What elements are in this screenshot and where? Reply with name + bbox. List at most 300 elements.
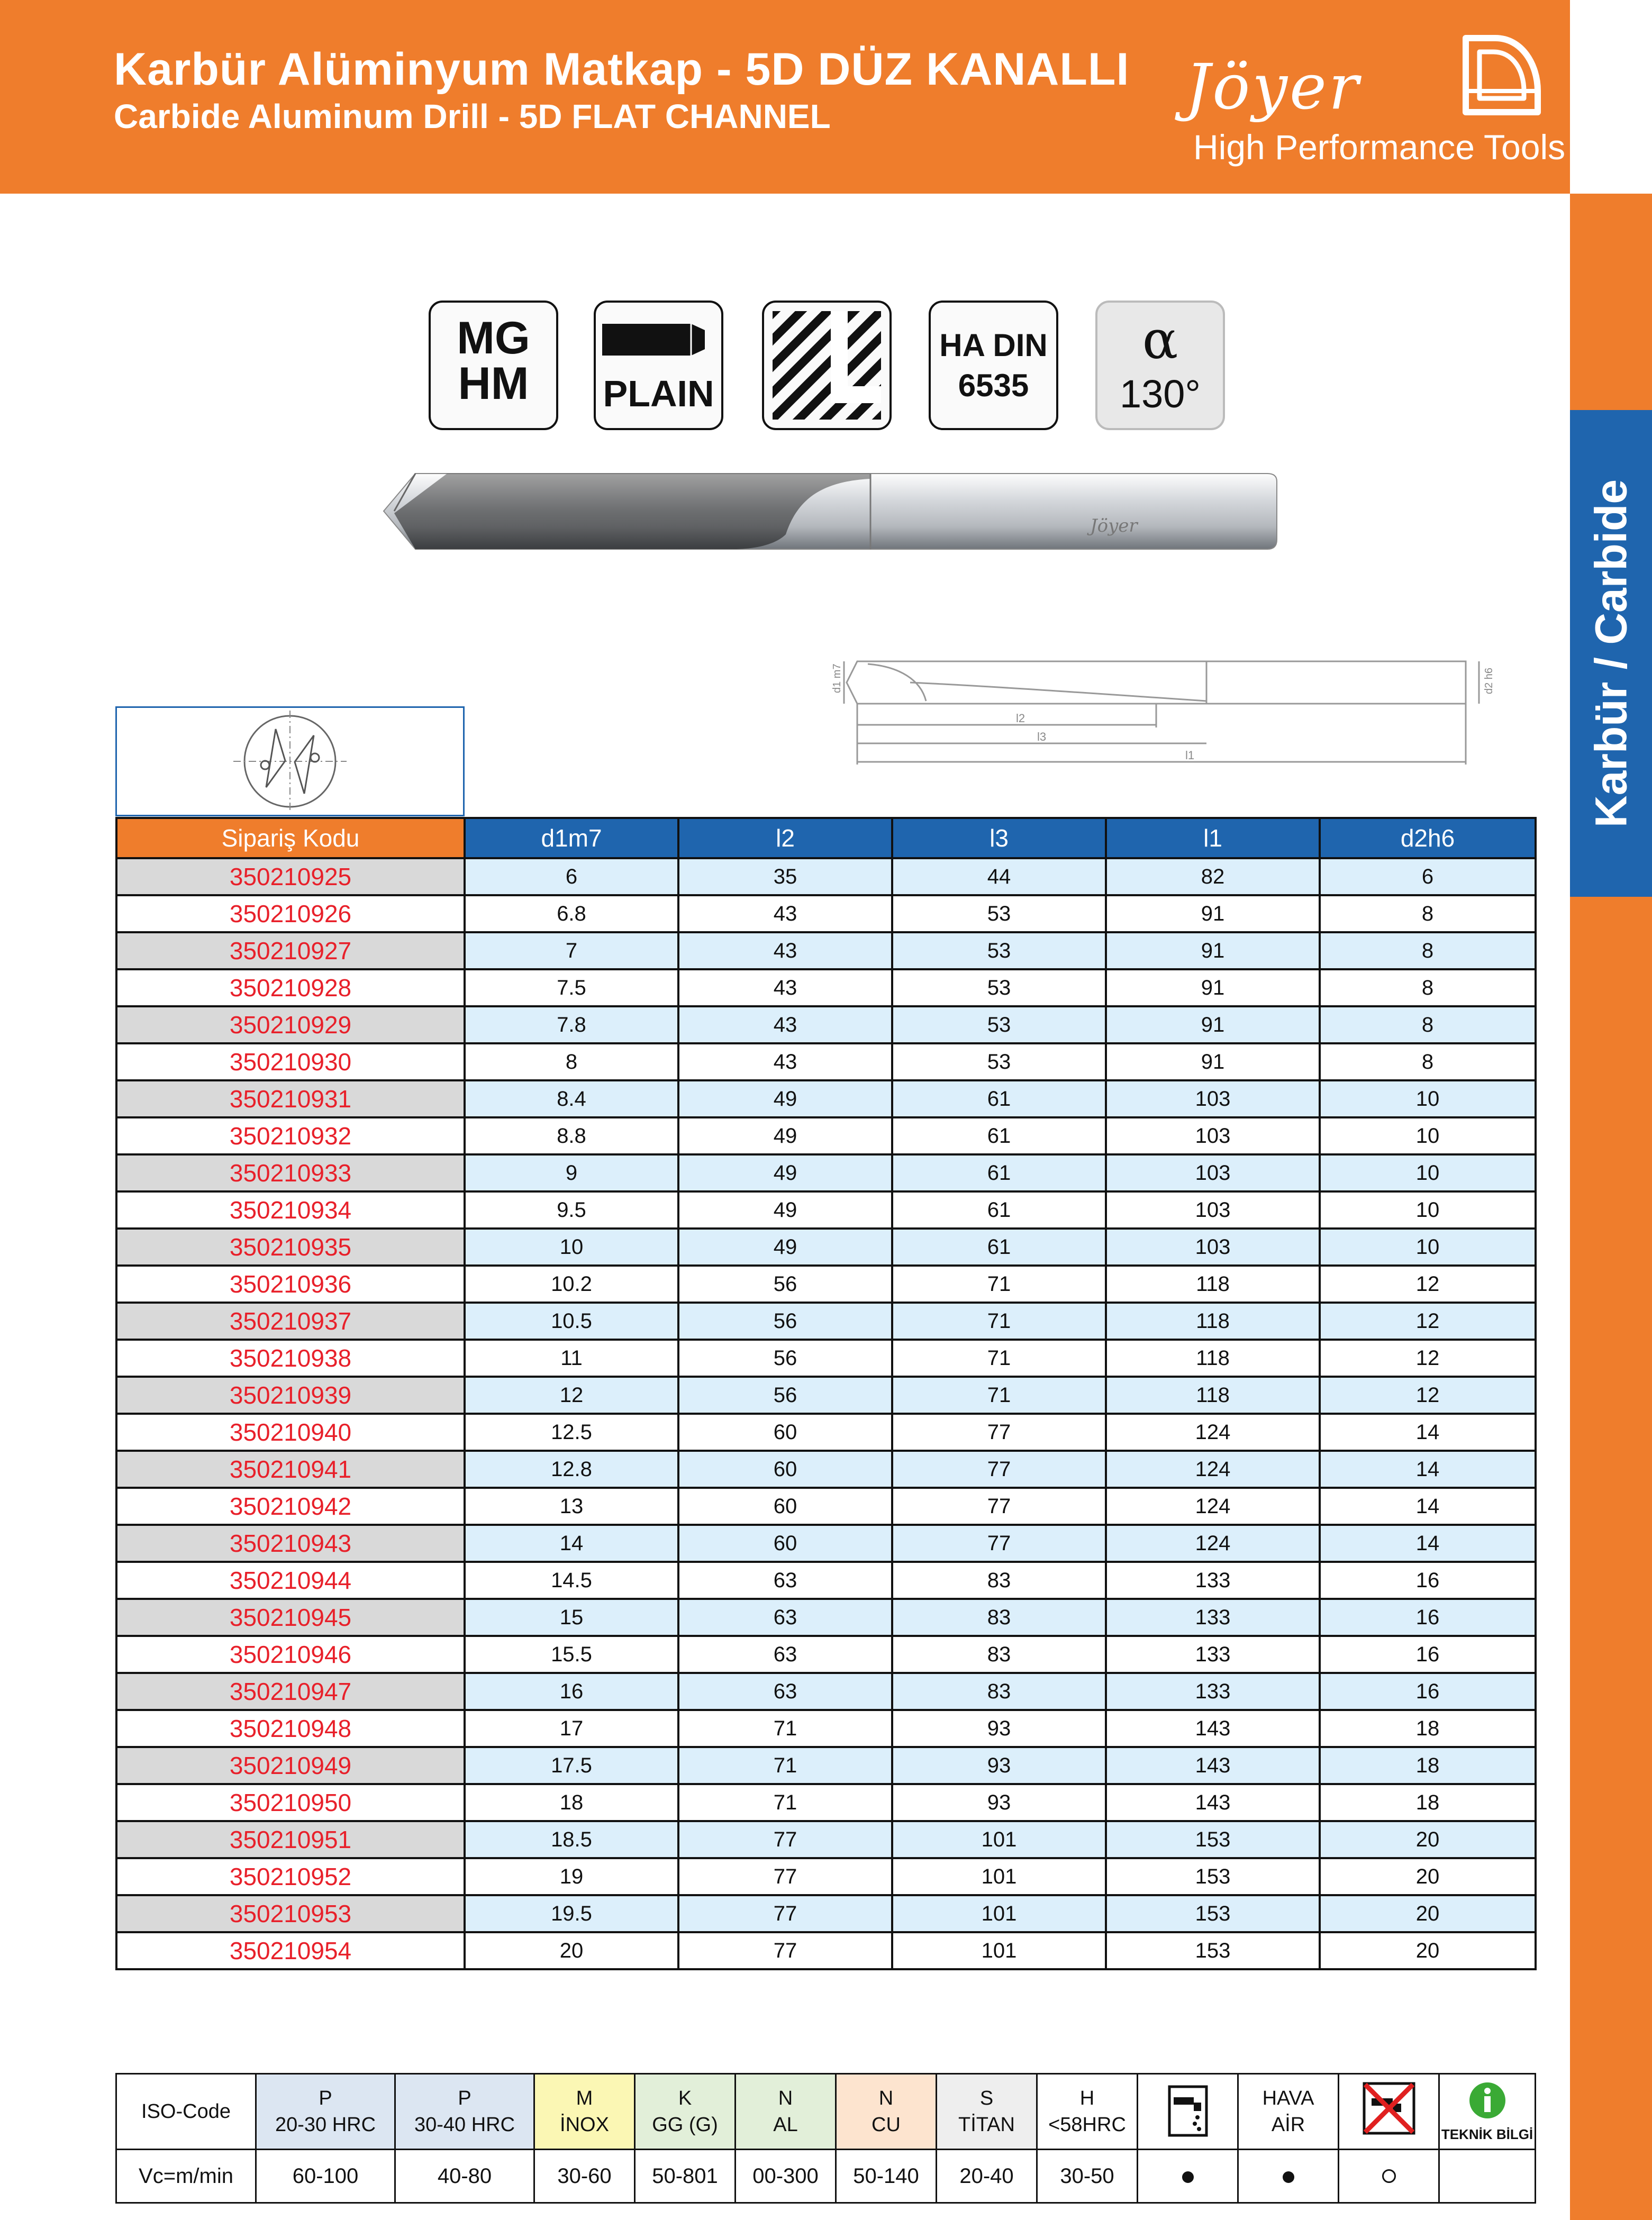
- coolant-value: [1138, 2150, 1238, 2203]
- d1m7-cell: 13: [465, 1488, 678, 1525]
- header-l3: l3: [892, 818, 1106, 858]
- order-code-cell: 350210948: [116, 1710, 465, 1747]
- order-code-cell: 350210954: [116, 1932, 465, 1969]
- l2-cell: 63: [678, 1599, 892, 1636]
- d2h6-cell: 20: [1320, 1895, 1536, 1932]
- l2-cell: 43: [678, 1043, 892, 1080]
- no-coolant-icon: [1360, 2079, 1418, 2137]
- l2-cell: 49: [678, 1154, 892, 1191]
- iso-group-letter: M: [576, 2087, 593, 2109]
- header-bar: [0, 0, 1570, 194]
- l3-cell: 53: [892, 1006, 1106, 1043]
- iso-group-sub: CU: [872, 2114, 901, 2136]
- cross-section-box: [115, 706, 465, 816]
- l1-cell: 103: [1106, 1229, 1320, 1266]
- l1-cell: 143: [1106, 1784, 1320, 1821]
- d1m7-cell: 7: [465, 932, 678, 969]
- info-value: [1439, 2150, 1536, 2203]
- info-cell[interactable]: [1439, 2074, 1536, 2150]
- order-code-cell: 350210925: [116, 858, 465, 895]
- plain-label: PLAIN: [603, 373, 714, 414]
- order-code-cell: 350210929: [116, 1006, 465, 1043]
- brand-d-icon: [1458, 33, 1543, 117]
- l1-cell: 133: [1106, 1636, 1320, 1673]
- empty-circle-icon: [1382, 2169, 1396, 2183]
- l3-cell: 61: [892, 1229, 1106, 1266]
- l2-cell: 71: [678, 1784, 892, 1821]
- header-d2h6: d2h6: [1320, 818, 1536, 858]
- iso-group-letter: K: [678, 2087, 692, 2109]
- d2h6-cell: 18: [1320, 1784, 1536, 1821]
- l2-cell: 63: [678, 1673, 892, 1710]
- l3-cell: 101: [892, 1895, 1106, 1932]
- l3-cell: 61: [892, 1154, 1106, 1191]
- header-d1m7: d1m7: [465, 818, 678, 858]
- iso-group-sub: 30-40 HRC: [414, 2114, 515, 2136]
- air-value: [1238, 2150, 1339, 2203]
- mg-label: MG: [457, 313, 530, 363]
- table-row: [116, 969, 1536, 1006]
- d1m7-cell: 6: [465, 858, 678, 895]
- l2-cell: 77: [678, 1932, 892, 1969]
- l3-cell: 53: [892, 932, 1106, 969]
- l3-label: l3: [1037, 730, 1047, 743]
- iso-group-sub: <58HRC: [1048, 2114, 1126, 2136]
- order-code-cell: 350210938: [116, 1340, 465, 1377]
- d1m7-cell: 9: [465, 1154, 678, 1191]
- l1-cell: 124: [1106, 1451, 1320, 1488]
- l3-cell: 71: [892, 1266, 1106, 1303]
- l2-cell: 43: [678, 1006, 892, 1043]
- table-row: [116, 1451, 1536, 1488]
- coolant-cell: [1138, 2074, 1238, 2150]
- cross-section-icon: [117, 708, 463, 815]
- l2-cell: 56: [678, 1266, 892, 1303]
- table-row: [116, 858, 1536, 895]
- l1-cell: 103: [1106, 1117, 1320, 1154]
- l2-cell: 63: [678, 1562, 892, 1599]
- d1m7-cell: 10.2: [465, 1266, 678, 1303]
- d2h6-cell: 20: [1320, 1932, 1536, 1969]
- l3-cell: 83: [892, 1636, 1106, 1673]
- l2-cell: 56: [678, 1377, 892, 1414]
- iso-cutting-speed-table: [115, 2073, 1536, 2204]
- table-row: [116, 1006, 1536, 1043]
- table-header-row: [116, 818, 1536, 858]
- iso-group-cell: [256, 2074, 395, 2150]
- d1m7-cell: 14.5: [465, 1562, 678, 1599]
- vc-value-cell: 30-50: [1037, 2150, 1138, 2203]
- technical-drawing: [831, 651, 1508, 783]
- l2-cell: 77: [678, 1858, 892, 1895]
- l1-cell: 91: [1106, 1006, 1320, 1043]
- l3-cell: 61: [892, 1117, 1106, 1154]
- order-code-cell: 350210927: [116, 932, 465, 969]
- l3-cell: 83: [892, 1599, 1106, 1636]
- vc-value-cell: 60-100: [256, 2150, 395, 2203]
- l3-cell: 101: [892, 1821, 1106, 1858]
- d1m7-cell: 19: [465, 1858, 678, 1895]
- l2-cell: 49: [678, 1080, 892, 1117]
- l2-cell: 60: [678, 1525, 892, 1562]
- vc-value-cell: 50-801: [635, 2150, 736, 2203]
- d1m7-cell: 8.8: [465, 1117, 678, 1154]
- coolant-tap-icon: [1164, 2079, 1212, 2137]
- d1m7-cell: 8.4: [465, 1080, 678, 1117]
- iso-material-row: [116, 2074, 1536, 2150]
- table-row: [116, 1191, 1536, 1229]
- order-code-cell: 350210939: [116, 1377, 465, 1414]
- table-row: [116, 895, 1536, 932]
- l2-cell: 49: [678, 1191, 892, 1229]
- table-row: [116, 1673, 1536, 1710]
- order-code-cell: 350210953: [116, 1895, 465, 1932]
- d1m7-cell: 12: [465, 1377, 678, 1414]
- l1-cell: 153: [1106, 1932, 1320, 1969]
- table-row: [116, 932, 1536, 969]
- d1-label: d1 m7: [831, 663, 843, 693]
- order-code-cell: 350210928: [116, 969, 465, 1006]
- l3-cell: 44: [892, 858, 1106, 895]
- d2h6-cell: 14: [1320, 1414, 1536, 1451]
- ha-din-6535-icon: [929, 301, 1058, 430]
- brand-tagline: High Performance Tools: [1193, 128, 1566, 167]
- filled-dot-icon: [1182, 2171, 1194, 2183]
- table-row: [116, 1303, 1536, 1340]
- l3-cell: 93: [892, 1710, 1106, 1747]
- order-code-cell: 350210935: [116, 1229, 465, 1266]
- l2-cell: 60: [678, 1414, 892, 1451]
- l1-cell: 153: [1106, 1895, 1320, 1932]
- iso-group-letter: P: [458, 2087, 471, 2109]
- side-category-label: Karbür / Carbide: [1586, 479, 1636, 828]
- d2h6-cell: 14: [1320, 1451, 1536, 1488]
- brand-logo-text: Jöyer: [1185, 50, 1361, 123]
- cutting-speed-row: [116, 2150, 1536, 2203]
- table-row: [116, 1266, 1536, 1303]
- d2h6-cell: 8: [1320, 895, 1536, 932]
- order-code-cell: 350210944: [116, 1562, 465, 1599]
- l2-label: l2: [1016, 712, 1025, 725]
- l1-cell: 103: [1106, 1191, 1320, 1229]
- d2h6-cell: 12: [1320, 1303, 1536, 1340]
- l2-cell: 35: [678, 858, 892, 895]
- order-code-cell: 350210952: [116, 1858, 465, 1895]
- iso-group-cell: [937, 2074, 1037, 2150]
- d2h6-cell: 16: [1320, 1636, 1536, 1673]
- d2h6-cell: 12: [1320, 1340, 1536, 1377]
- d2h6-cell: 12: [1320, 1266, 1536, 1303]
- l3-cell: 77: [892, 1525, 1106, 1562]
- din-number: 6535: [958, 368, 1029, 403]
- d1m7-cell: 9.5: [465, 1191, 678, 1229]
- d2h6-cell: 18: [1320, 1747, 1536, 1784]
- l1-cell: 118: [1106, 1377, 1320, 1414]
- order-code-cell: 350210951: [116, 1821, 465, 1858]
- d1m7-cell: 12.5: [465, 1414, 678, 1451]
- point-angle-value: 130°: [1119, 372, 1201, 416]
- order-code-cell: 350210943: [116, 1525, 465, 1562]
- d2h6-cell: 18: [1320, 1710, 1536, 1747]
- l2-cell: 71: [678, 1747, 892, 1784]
- iso-group-sub: TİTAN: [958, 2114, 1015, 2136]
- d1m7-cell: 20: [465, 1932, 678, 1969]
- l3-cell: 83: [892, 1562, 1106, 1599]
- d2h6-cell: 20: [1320, 1821, 1536, 1858]
- d2h6-cell: 8: [1320, 1043, 1536, 1080]
- order-code-cell: 350210934: [116, 1191, 465, 1229]
- l1-cell: 124: [1106, 1414, 1320, 1451]
- l1-cell: 143: [1106, 1710, 1320, 1747]
- d1m7-cell: 11: [465, 1340, 678, 1377]
- d1m7-cell: 15: [465, 1599, 678, 1636]
- hm-label: HM: [458, 358, 529, 409]
- d1m7-cell: 7.5: [465, 969, 678, 1006]
- order-code-cell: 350210936: [116, 1266, 465, 1303]
- table-row: [116, 1895, 1536, 1932]
- d2h6-cell: 14: [1320, 1525, 1536, 1562]
- table-row: [116, 1710, 1536, 1747]
- l1-cell: 124: [1106, 1488, 1320, 1525]
- table-row: [116, 1636, 1536, 1673]
- point-angle-icon: [1095, 301, 1225, 430]
- iso-group-letter: N: [878, 2087, 894, 2109]
- l1-cell: 124: [1106, 1525, 1320, 1562]
- l2-cell: 43: [678, 895, 892, 932]
- table-row: [116, 1488, 1536, 1525]
- iso-group-sub: AL: [773, 2114, 798, 2136]
- l3-cell: 77: [892, 1414, 1106, 1451]
- l3-cell: 77: [892, 1451, 1106, 1488]
- order-code-cell: 350210941: [116, 1451, 465, 1488]
- d2h6-cell: 10: [1320, 1117, 1536, 1154]
- l2-cell: 49: [678, 1117, 892, 1154]
- l2-cell: 60: [678, 1488, 892, 1525]
- d2h6-cell: 14: [1320, 1488, 1536, 1525]
- straight-flute-icon: [762, 301, 892, 430]
- l1-cell: 118: [1106, 1340, 1320, 1377]
- air-label-tr: HAVA: [1262, 2087, 1314, 2109]
- drill-image: [384, 466, 1278, 556]
- table-row: [116, 1858, 1536, 1895]
- air-cell: [1238, 2074, 1339, 2150]
- l2-cell: 77: [678, 1821, 892, 1858]
- d2h6-cell: 8: [1320, 969, 1536, 1006]
- iso-group-sub: 20-30 HRC: [275, 2114, 376, 2136]
- d1m7-cell: 7.8: [465, 1006, 678, 1043]
- l1-label: l1: [1185, 749, 1195, 762]
- l3-cell: 101: [892, 1858, 1106, 1895]
- title-english: Carbide Aluminum Drill - 5D FLAT CHANNEL: [114, 97, 831, 135]
- header-l2: l2: [678, 818, 892, 858]
- table-row: [116, 1821, 1536, 1858]
- d1m7-cell: 8: [465, 1043, 678, 1080]
- l3-cell: 61: [892, 1080, 1106, 1117]
- iso-group-sub: GG (G): [652, 2114, 718, 2136]
- l3-cell: 53: [892, 895, 1106, 932]
- table-row: [116, 1154, 1536, 1191]
- d2h6-cell: 6: [1320, 858, 1536, 895]
- l1-cell: 133: [1106, 1599, 1320, 1636]
- l2-cell: 60: [678, 1451, 892, 1488]
- order-code-cell: 350210937: [116, 1303, 465, 1340]
- l3-cell: 77: [892, 1488, 1106, 1525]
- order-code-cell: 350210940: [116, 1414, 465, 1451]
- d1m7-cell: 12.8: [465, 1451, 678, 1488]
- din-label: HA DIN: [939, 327, 1048, 363]
- table-row: [116, 1043, 1536, 1080]
- table-row: [116, 1525, 1536, 1562]
- l1-cell: 153: [1106, 1858, 1320, 1895]
- l1-cell: 133: [1106, 1562, 1320, 1599]
- l2-cell: 71: [678, 1710, 892, 1747]
- vc-value-cell: 00-300: [736, 2150, 836, 2203]
- l1-cell: 82: [1106, 858, 1320, 895]
- vc-value-cell: 20-40: [937, 2150, 1037, 2203]
- l1-cell: 91: [1106, 932, 1320, 969]
- d1m7-cell: 19.5: [465, 1895, 678, 1932]
- table-row: [116, 1377, 1536, 1414]
- order-code-cell: 350210931: [116, 1080, 465, 1117]
- l3-cell: 101: [892, 1932, 1106, 1969]
- iso-group-cell: [1037, 2074, 1138, 2150]
- iso-group-sub: İNOX: [560, 2114, 609, 2136]
- shank-plain-icon: [594, 301, 723, 430]
- l1-cell: 91: [1106, 969, 1320, 1006]
- d2h6-cell: 16: [1320, 1599, 1536, 1636]
- iso-group-letter: N: [778, 2087, 793, 2109]
- l3-cell: 71: [892, 1303, 1106, 1340]
- order-code-cell: 350210947: [116, 1673, 465, 1710]
- d1m7-cell: 14: [465, 1525, 678, 1562]
- title-turkish: Karbür Alüminyum Matkap - 5D DÜZ KANALLI: [114, 44, 1130, 95]
- l1-cell: 153: [1106, 1821, 1320, 1858]
- order-code-cell: 350210933: [116, 1154, 465, 1191]
- info-icon[interactable]: [1468, 2081, 1506, 2119]
- d1m7-cell: 10: [465, 1229, 678, 1266]
- order-code-cell: 350210946: [116, 1636, 465, 1673]
- iso-group-letter: P: [319, 2087, 332, 2109]
- l2-cell: 56: [678, 1340, 892, 1377]
- l2-cell: 43: [678, 969, 892, 1006]
- table-row: [116, 1932, 1536, 1969]
- order-code-cell: 350210932: [116, 1117, 465, 1154]
- d2h6-cell: 10: [1320, 1229, 1536, 1266]
- l1-cell: 91: [1106, 895, 1320, 932]
- l1-cell: 118: [1106, 1303, 1320, 1340]
- iso-group-cell: [635, 2074, 736, 2150]
- iso-group-cell: [836, 2074, 937, 2150]
- l1-cell: 143: [1106, 1747, 1320, 1784]
- product-table: [115, 817, 1537, 1970]
- table-row: [116, 1562, 1536, 1599]
- d2h6-cell: 16: [1320, 1673, 1536, 1710]
- alpha-symbol: α: [1142, 309, 1178, 371]
- order-code-cell: 350210930: [116, 1043, 465, 1080]
- iso-group-letter: S: [979, 2087, 994, 2109]
- d2h6-cell: 10: [1320, 1191, 1536, 1229]
- d2h6-cell: 12: [1320, 1377, 1536, 1414]
- iso-group-cell: [395, 2074, 534, 2150]
- l2-cell: 49: [678, 1229, 892, 1266]
- order-code-cell: 350210945: [116, 1599, 465, 1636]
- d1m7-cell: 18: [465, 1784, 678, 1821]
- l3-cell: 93: [892, 1747, 1106, 1784]
- material-mg-hm-icon: [429, 301, 558, 430]
- l1-cell: 103: [1106, 1080, 1320, 1117]
- info-label: TEKNİK BİLGİ: [1441, 2126, 1533, 2142]
- l2-cell: 56: [678, 1303, 892, 1340]
- vc-label: Vc=m/min: [116, 2150, 256, 2203]
- l3-cell: 61: [892, 1191, 1106, 1229]
- d2-label: d2 h6: [1483, 667, 1495, 694]
- d1m7-cell: 18.5: [465, 1821, 678, 1858]
- order-code-cell: 350210926: [116, 895, 465, 932]
- d1m7-cell: 10.5: [465, 1303, 678, 1340]
- order-code-cell: 350210950: [116, 1784, 465, 1821]
- d1m7-cell: 15.5: [465, 1636, 678, 1673]
- l3-cell: 93: [892, 1784, 1106, 1821]
- vc-value-cell: 50-140: [836, 2150, 937, 2203]
- iso-code-label: ISO-Code: [116, 2074, 256, 2150]
- l3-cell: 53: [892, 969, 1106, 1006]
- table-row: [116, 1340, 1536, 1377]
- drill-brand-mark: Jöyer: [1090, 515, 1138, 536]
- d2h6-cell: 20: [1320, 1858, 1536, 1895]
- table-row: [116, 1229, 1536, 1266]
- table-row: [116, 1784, 1536, 1821]
- vc-value-cell: 40-80: [395, 2150, 534, 2203]
- table-row: [116, 1414, 1536, 1451]
- l2-cell: 63: [678, 1636, 892, 1673]
- header-l1: l1: [1106, 818, 1320, 858]
- dry-value: [1339, 2150, 1439, 2203]
- order-code-cell: 350210949: [116, 1747, 465, 1784]
- table-row: [116, 1080, 1536, 1117]
- d2h6-cell: 10: [1320, 1154, 1536, 1191]
- l1-cell: 91: [1106, 1043, 1320, 1080]
- order-code-cell: 350210942: [116, 1488, 465, 1525]
- dry-cell: [1339, 2074, 1439, 2150]
- table-row: [116, 1747, 1536, 1784]
- l3-cell: 83: [892, 1673, 1106, 1710]
- d2h6-cell: 10: [1320, 1080, 1536, 1117]
- l3-cell: 53: [892, 1043, 1106, 1080]
- l2-cell: 43: [678, 932, 892, 969]
- l1-cell: 103: [1106, 1154, 1320, 1191]
- air-label-en: AİR: [1271, 2114, 1305, 2136]
- table-row: [116, 1117, 1536, 1154]
- vc-value-cell: 30-60: [534, 2150, 635, 2203]
- table-row: [116, 1599, 1536, 1636]
- d1m7-cell: 17.5: [465, 1747, 678, 1784]
- d1m7-cell: 17: [465, 1710, 678, 1747]
- iso-group-cell: [534, 2074, 635, 2150]
- d1m7-cell: 16: [465, 1673, 678, 1710]
- l1-cell: 118: [1106, 1266, 1320, 1303]
- d2h6-cell: 8: [1320, 1006, 1536, 1043]
- d2h6-cell: 16: [1320, 1562, 1536, 1599]
- header-order-code: Sipariş Kodu: [116, 818, 465, 858]
- l2-cell: 77: [678, 1895, 892, 1932]
- l3-cell: 71: [892, 1377, 1106, 1414]
- d1m7-cell: 6.8: [465, 895, 678, 932]
- d2h6-cell: 8: [1320, 932, 1536, 969]
- iso-group-cell: [736, 2074, 836, 2150]
- l3-cell: 71: [892, 1340, 1106, 1377]
- filled-dot-icon: [1283, 2171, 1294, 2183]
- l1-cell: 133: [1106, 1673, 1320, 1710]
